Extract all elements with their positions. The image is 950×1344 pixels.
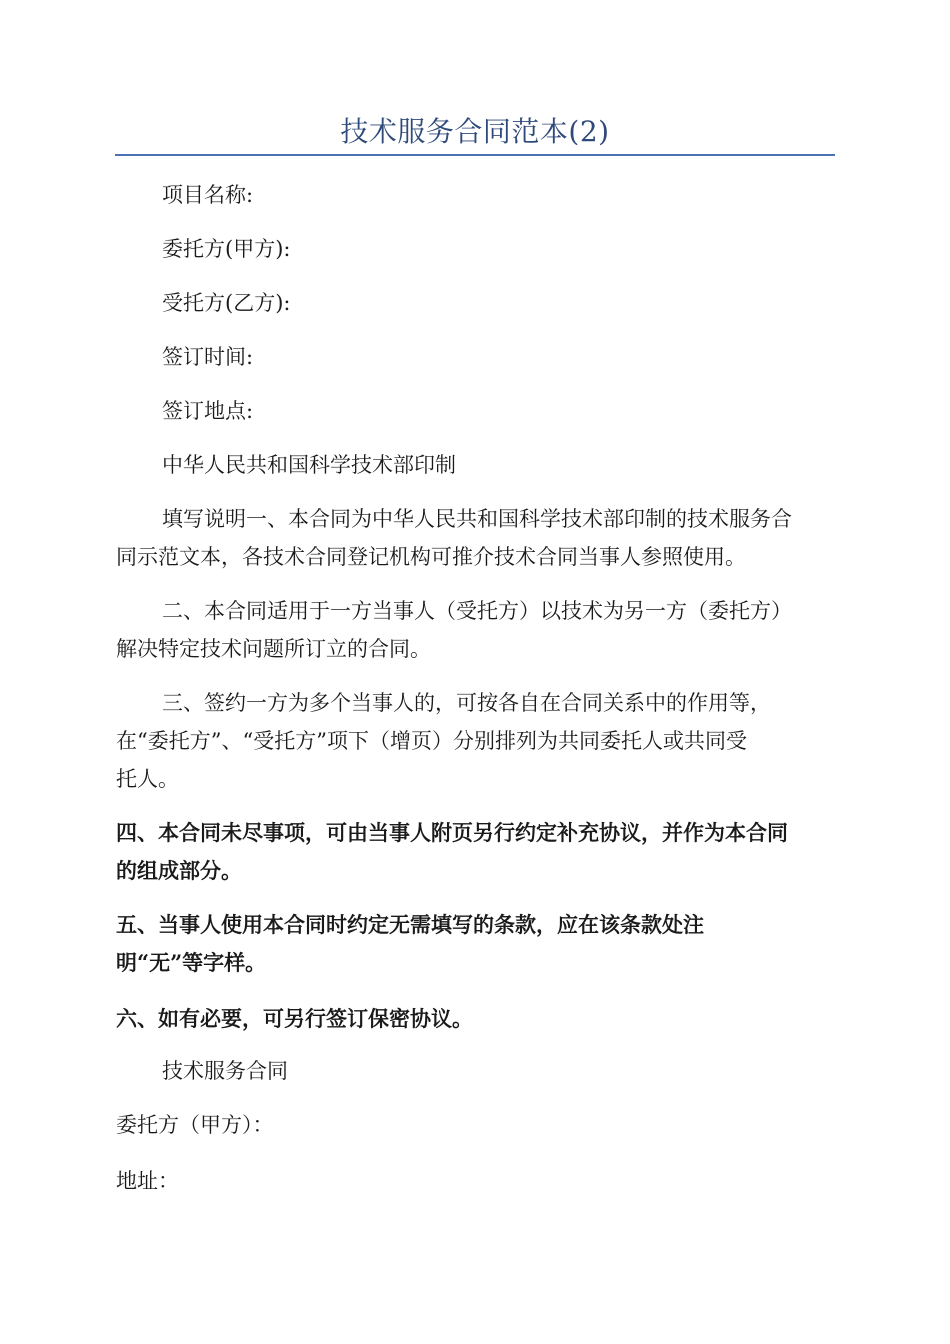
instruction-item-1 xyxy=(116,500,836,576)
field-sign-place: 签订地点: xyxy=(162,399,254,423)
field-party-a: 委托方(甲方): xyxy=(162,237,291,261)
instruction-item-1-line-2: 同示范文本，各技术合同登记机构可推介技术合同当事人参照使用。 xyxy=(116,545,746,569)
instruction-item-5 xyxy=(116,906,836,982)
field-project-name: 项目名称: xyxy=(162,183,254,207)
instruction-item-4-line-1: 四、本合同未尽事项，可由当事人附页另行约定补充协议，并作为本合同 xyxy=(116,820,788,845)
instruction-item-5-line-1: 五、当事人使用本合同时约定无需填写的条款，应在该条款处注 xyxy=(116,912,704,937)
field-sign-time: 签订时间: xyxy=(162,345,254,369)
printed-by-line: 中华人民共和国科学技术部印制 xyxy=(162,453,456,477)
instruction-item-6: 六、如有必要，可另行签订保密协议。 xyxy=(116,1006,473,1031)
instruction-item-2-line-1: 二、本合同适用于一方当事人（受托方）以技术为另一方（委托方） xyxy=(162,599,792,623)
contract-party-a: 委托方（甲方）： xyxy=(116,1113,274,1137)
title-underline xyxy=(115,154,835,156)
instruction-item-2 xyxy=(116,592,836,668)
instruction-item-5-line-2: 明“无”等字样。 xyxy=(116,950,267,975)
instruction-item-1-line-1: 填写说明一、本合同为中华人民共和国科学技术部印制的技术服务合 xyxy=(162,507,792,531)
instruction-item-3-line-1: 三、签约一方为多个当事人的，可按各自在合同关系中的作用等， xyxy=(162,691,771,715)
field-party-b: 受托方(乙方): xyxy=(162,291,291,315)
contract-heading: 技术服务合同 xyxy=(162,1059,288,1083)
instruction-item-4 xyxy=(116,814,836,890)
contract-address: 地址： xyxy=(116,1169,179,1193)
instruction-item-4-line-2: 的组成部分。 xyxy=(116,858,242,883)
instruction-item-3-line-2: 在“委托方”、“受托方”项下（增页）分别排列为共同委托人或共同受 xyxy=(116,729,747,753)
instruction-item-2-line-2: 解决特定技术问题所订立的合同。 xyxy=(116,637,431,661)
document-title: 技术服务合同范本(2) xyxy=(340,115,610,148)
instruction-item-3-line-3: 托人。 xyxy=(116,767,179,791)
instruction-item-3 xyxy=(116,684,836,798)
